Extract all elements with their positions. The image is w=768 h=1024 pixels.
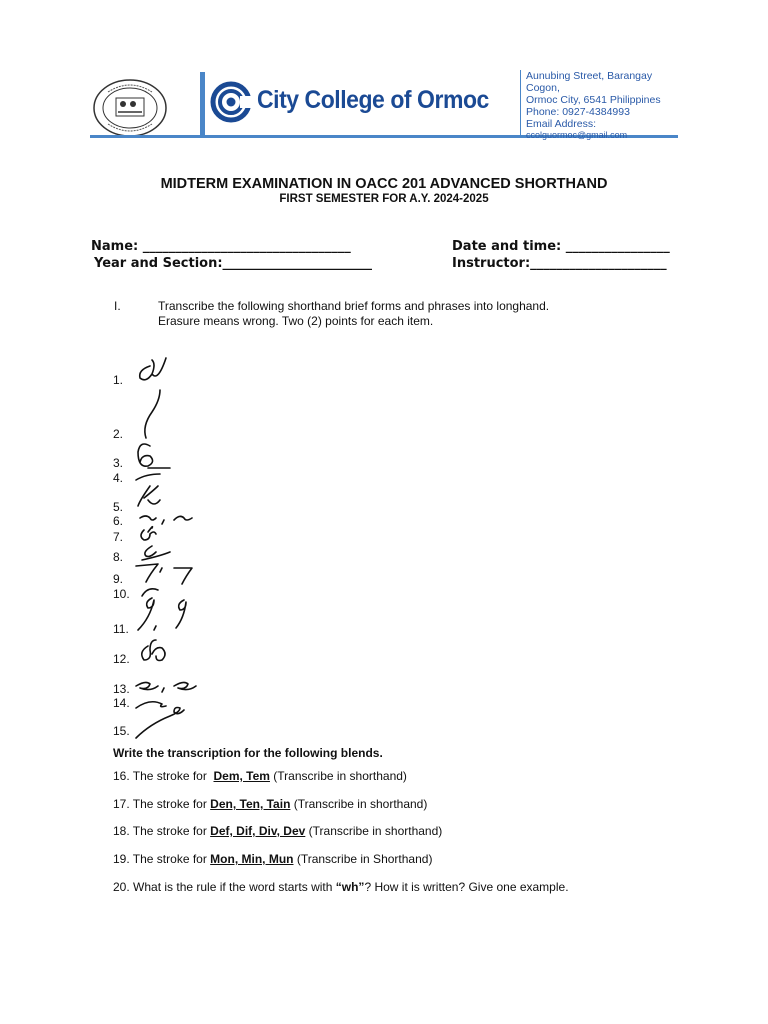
question-text: 18. The stroke for	[113, 824, 211, 838]
instruction-line: Erasure means wrong. Two (2) points for each item.	[158, 314, 434, 328]
question-term: Mon, Min, Mun	[210, 852, 294, 866]
exam-title: MIDTERM EXAMINATION IN OACC 201 ADVANCED SHORTHAND	[160, 176, 608, 192]
question-text: 16. The stroke for	[113, 769, 214, 783]
item-number: 7.	[113, 530, 124, 544]
shorthand-1	[140, 358, 166, 380]
question-text: (Transcribe in shorthand)	[269, 769, 407, 783]
shorthand-2	[145, 390, 160, 438]
item-number: 14.	[113, 696, 130, 710]
blends-heading: Write the transcription for the following blends.	[113, 746, 383, 760]
question-text: 20. What is the rule if the word starts with	[113, 880, 336, 894]
instructor-field[interactable]: Instructor:_____________________	[452, 256, 667, 271]
shorthand-8	[142, 546, 170, 560]
shorthand-15	[136, 708, 184, 739]
question-text: 17. The stroke for	[113, 797, 211, 811]
question-text: 19. The stroke for	[113, 852, 211, 866]
year-section-field[interactable]: Year and Section:_______________________	[94, 256, 373, 271]
shorthand-5	[138, 486, 160, 506]
shorthand-11	[138, 598, 186, 630]
item-number: 5.	[113, 500, 124, 514]
item-number: 4.	[113, 471, 124, 485]
question-text: (Transcribe in Shorthand)	[293, 852, 433, 866]
email-label: Email Address:	[526, 118, 597, 130]
question-text: (Transcribe in shorthand)	[305, 824, 443, 838]
item-number: 12.	[113, 652, 130, 666]
question-20	[113, 880, 569, 894]
shorthand-7	[141, 527, 156, 540]
item-number: 10.	[113, 587, 130, 601]
shorthand-10	[142, 589, 158, 596]
email-address: ccolguormoc@gmail.com	[526, 130, 628, 140]
shorthand-6	[140, 516, 192, 524]
item-number: 3.	[113, 456, 124, 470]
question-19	[113, 852, 432, 866]
name-field[interactable]: Name: ________________________________	[91, 239, 351, 254]
instruction-line: Transcribe the following shorthand brief forms and phrases into longhand.	[158, 299, 550, 313]
item-number: 6.	[113, 514, 124, 528]
shorthand-9	[136, 564, 192, 584]
shorthand-12	[142, 640, 165, 661]
college-name: City College of Ormoc	[257, 86, 489, 114]
shorthand-3	[138, 444, 170, 468]
item-number: 11.	[113, 622, 129, 636]
item-number: 15.	[113, 724, 130, 738]
exam-subtitle: FIRST SEMESTER FOR A.Y. 2024-2025	[279, 193, 489, 205]
shorthand-4	[136, 474, 160, 480]
address-line: Aunubing Street, Barangay	[526, 70, 653, 82]
shorthand-13	[136, 682, 196, 692]
item-number: 1.	[113, 373, 124, 387]
item-number: 13.	[113, 682, 130, 696]
question-term: Den, Ten, Tain	[210, 797, 291, 811]
question-term: “wh”	[335, 880, 365, 894]
item-number: 2.	[113, 427, 124, 441]
question-text: (Transcribe in shorthand)	[290, 797, 428, 811]
item-number: 8.	[113, 550, 124, 564]
question-16	[113, 769, 407, 783]
question-18	[113, 824, 442, 838]
date-time-field[interactable]: Date and time: ________________	[452, 239, 670, 254]
phone-line: Phone: 0927-4384993	[526, 106, 630, 118]
address-line: Cogon,	[526, 82, 560, 94]
part-numeral: I.	[114, 299, 121, 313]
question-term: Def, Dif, Div, Dev	[210, 824, 306, 838]
shorthand-14	[136, 702, 166, 708]
item-number: 9.	[113, 572, 124, 586]
address-line: Ormoc City, 6541 Philippines	[526, 94, 661, 106]
question-text: ? How it is written? Give one example.	[364, 880, 569, 894]
question-term: Dem, Tem	[213, 769, 270, 783]
question-17	[113, 797, 427, 811]
